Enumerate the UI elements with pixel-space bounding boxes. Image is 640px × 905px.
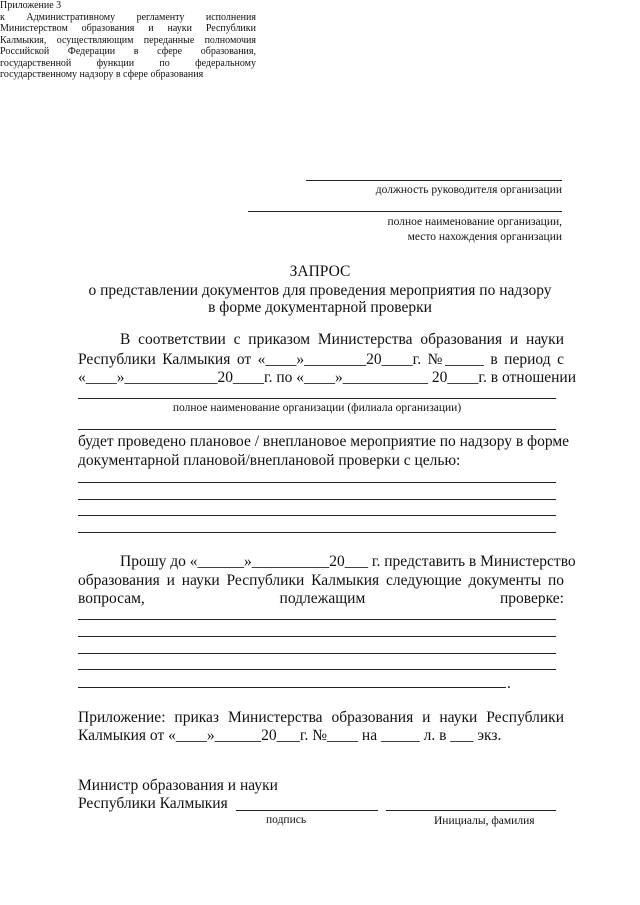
appendix-line: Министерством образования и науки Республики	[0, 23, 256, 34]
body-paragraph-line: Прошу до «______»__________20___ г. представить в Министерство	[120, 553, 576, 570]
org-name-label: полное наименование организации,	[387, 216, 562, 228]
signer-title: Министр образования и науки	[78, 777, 278, 794]
body-paragraph-line: документарной плановой/внеплановой проверки с целью:	[78, 452, 461, 469]
purpose-field-line[interactable]	[78, 482, 556, 483]
purpose-field-line[interactable]	[78, 515, 556, 516]
documents-field-line[interactable]	[78, 653, 556, 654]
org-full-name-label: полное наименование организации (филиала организации)	[172, 402, 462, 414]
org-location-label: место нахождения организации	[407, 231, 562, 243]
appendix-line: государственному надзору в сфере образования	[0, 69, 204, 80]
appendix-block	[0, 0, 256, 81]
body-paragraph-line: Республики Калмыкия от «____»________20____г. №_____ в период с	[78, 351, 564, 368]
documents-field-line[interactable]	[78, 687, 506, 688]
org-full-name-field-line[interactable]	[78, 398, 556, 399]
signature-field-line[interactable]	[236, 810, 378, 811]
body-paragraph-line: В соответствии с приказом Министерства образования и науки	[120, 331, 564, 348]
body-paragraph-line: будет проведено плановое / внеплановое мероприятие по надзору в форме	[78, 433, 570, 450]
org-full-name-field-line[interactable]	[78, 429, 556, 430]
document-heading: ЗАПРОС	[289, 263, 351, 280]
documents-field-line[interactable]	[78, 636, 556, 637]
document-subtitle: в форме документарной проверки	[208, 299, 432, 316]
body-paragraph-line: образования и науки Республики Калмыкия следующие документы по	[78, 572, 564, 589]
appendix-line: государственной функции по федеральному	[0, 57, 256, 69]
position-label: должность руководителя организации	[375, 184, 562, 196]
appendix-line: Российской Федерации в сфере образования,	[0, 46, 256, 57]
appendix-line: к Административному регламенту исполнения	[0, 11, 256, 23]
attachment-line: Калмыкия от «____»______20___г. №____ на _____ л. в ___ экз.	[78, 727, 502, 744]
position-field-line[interactable]	[306, 180, 562, 181]
initials-label: Инициалы, фамилия	[434, 815, 535, 827]
documents-field-line[interactable]	[78, 619, 556, 620]
signer-title: Республики Калмыкия	[78, 795, 228, 812]
list-end-period: .	[507, 675, 511, 692]
signature-label: подпись	[266, 814, 307, 826]
body-paragraph-line: вопросам, подлежащим проверке:	[78, 590, 564, 607]
document-subtitle: о представлении документов для проведения мероприятия по надзору	[88, 282, 552, 299]
initials-field-line[interactable]	[386, 810, 556, 811]
purpose-field-line[interactable]	[78, 499, 556, 500]
documents-field-line[interactable]	[78, 669, 556, 670]
appendix-title: Приложение 3	[0, 0, 62, 11]
attachment-line: Приложение: приказ Министерства образования и науки Республики	[78, 709, 564, 726]
appendix-line: Калмыкия, осуществляющим переданные полномочия	[0, 34, 256, 46]
purpose-field-line[interactable]	[78, 532, 556, 533]
body-paragraph-line: «____»____________20____г. по «____»___________ 20____г. в отношении	[78, 369, 577, 386]
org-name-field-line[interactable]	[248, 211, 562, 212]
